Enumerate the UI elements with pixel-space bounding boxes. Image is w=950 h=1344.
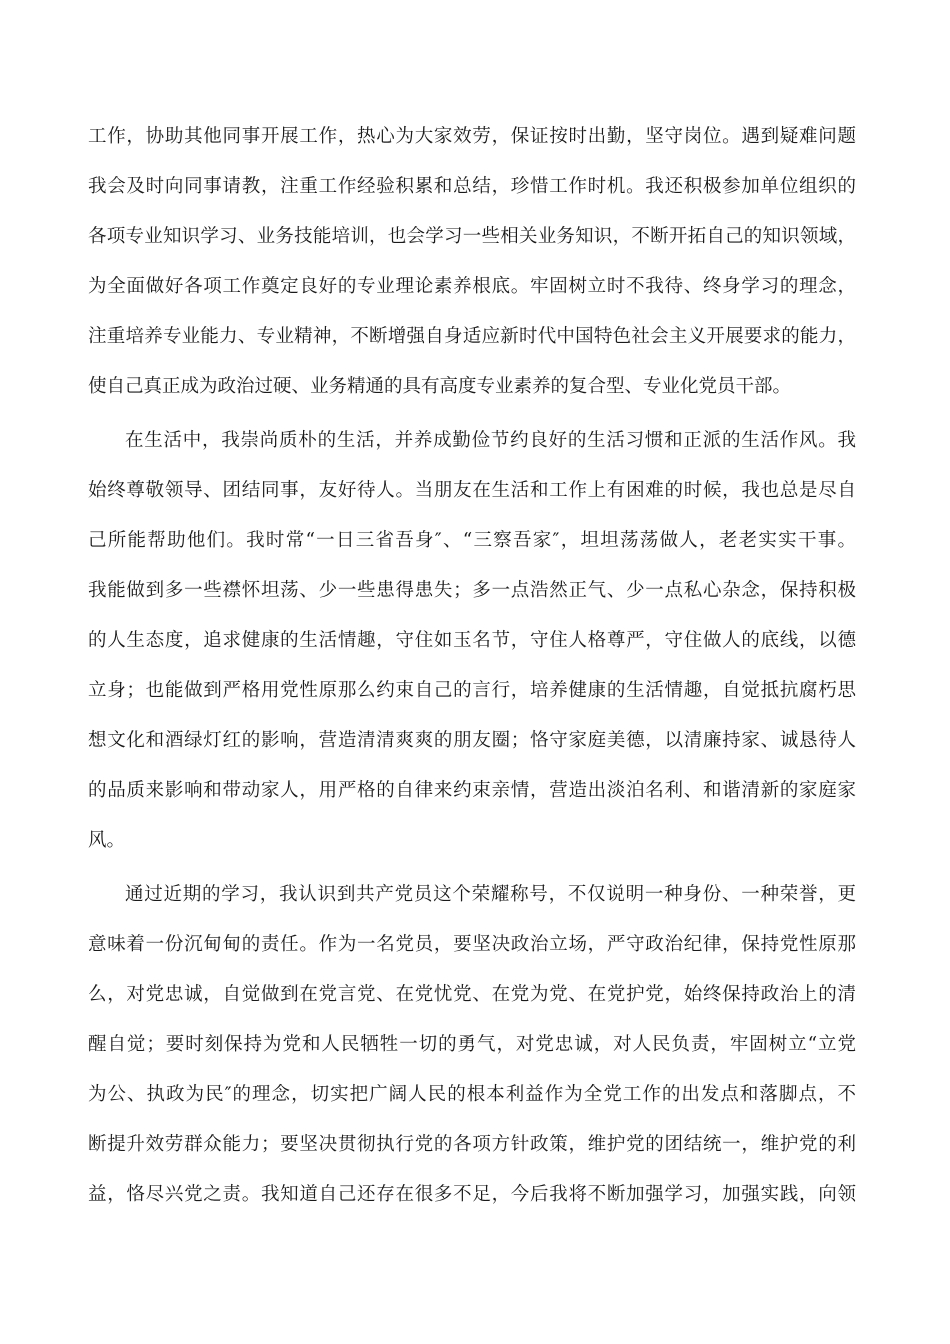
text-line: 注重培养专业能力、专业精神，不断增强自身适应新时代中国特色社会主义开展要求的能力，	[88, 326, 856, 347]
text-line: 醒自觉；要时刻保持为党和人民牺牲一切的勇气，对党忠诚，对人民负责，牢固树立“立党	[88, 1034, 856, 1055]
text-line: 益，恪尽兴党之责。我知道自己还存在很多不足，今后我将不断加强学习，加强实践，向领	[88, 1184, 856, 1205]
text-line: 想文化和酒绿灯红的影响，营造清清爽爽的朋友圈；恪守家庭美德，以清廉持家、诚恳待人	[88, 730, 856, 751]
text-line: 我能做到多一些襟怀坦荡、少一些患得患失；多一点浩然正气、少一点私心杂念，保持积极	[88, 580, 856, 601]
text-line: 立身；也能做到严格用党性原那么约束自己的言行，培养健康的生活情趣，自觉抵抗腐朽思	[88, 680, 856, 701]
text-line: 风。	[88, 830, 126, 851]
text-line: 工作，协助其他同事开展工作，热心为大家效劳，保证按时出勤，坚守岗位。遇到疑难问题	[88, 126, 856, 147]
text-line: 么，对党忠诚，自觉做到在党言党、在党忧党、在党为党、在党护党，始终保持政治上的清	[88, 984, 856, 1005]
text-line: 各项专业知识学习、业务技能培训，也会学习一些相关业务知识，不断开拓自己的知识领域，	[88, 226, 856, 247]
text-line: 己所能帮助他们。我时常“一日三省吾身″、“三察吾家″，坦坦荡荡做人，老老实实干事。	[88, 530, 856, 551]
text-line: 为全面做好各项工作奠定良好的专业理论素养根底。牢固树立时不我待、终身学习的理念，	[88, 276, 856, 297]
text-line: 使自己真正成为政治过硬、业务精通的具有高度专业素养的复合型、专业化党员干部。	[88, 376, 792, 397]
text-line: 我会及时向同事请教，注重工作经验积累和总结，珍惜工作时机。我还积极参加单位组织的	[88, 176, 856, 197]
text-line: 通过近期的学习，我认识到共产党员这个荣耀称号，不仅说明一种身份、一种荣誉，更	[125, 884, 856, 905]
text-line: 的品质来影响和带动家人，用严格的自律来约束亲情，营造出淡泊名利、和谐清新的家庭家	[88, 780, 856, 801]
text-line: 为公、执政为民″的理念，切实把广阔人民的根本利益作为全党工作的出发点和落脚点，不	[88, 1084, 856, 1105]
text-line: 始终尊敬领导、团结同事，友好待人。当朋友在生活和工作上有困难的时候，我也总是尽自	[88, 480, 856, 501]
text-line: 意味着一份沉甸甸的责任。作为一名党员，要坚决政治立场，严守政治纪律，保持党性原那	[88, 934, 856, 955]
text-line: 的人生态度，追求健康的生活情趣，守住如玉名节，守住人格尊严，守住做人的底线，以德	[88, 630, 856, 651]
text-line: 断提升效劳群众能力；要坚决贯彻执行党的各项方针政策，维护党的团结统一，维护党的利	[88, 1134, 856, 1155]
text-line: 在生活中，我崇尚质朴的生活，并养成勤俭节约良好的生活习惯和正派的生活作风。我	[125, 430, 856, 451]
